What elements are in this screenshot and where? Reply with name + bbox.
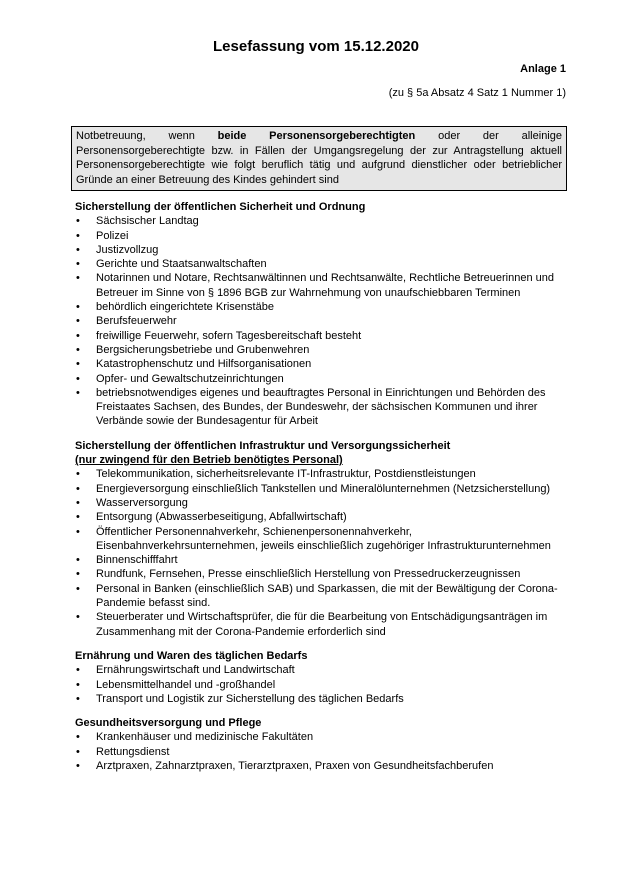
bullet-list — [75, 663, 570, 706]
document-title: Lesefassung vom 15.12.2020 — [213, 38, 419, 55]
bullet-list — [75, 214, 570, 428]
list-item: • Krankenhäuser und medizinische Fakultäten — [75, 730, 570, 744]
list-item: • Gerichte und Staatsanwaltschaften — [75, 257, 570, 271]
sections-container — [75, 200, 570, 783]
legal-reference: (zu § 5a Absatz 4 Satz 1 Nummer 1) — [388, 87, 566, 99]
bullet-list — [75, 467, 570, 639]
list-item: • Entsorgung (Abwasserbeseitigung, Abfallwirtschaft) — [75, 510, 570, 524]
list-item: • Lebensmittelhandel und -großhandel — [75, 678, 570, 692]
notice-text-bold: beide Personensorgeberechtigten — [217, 130, 416, 142]
section-title: Gesundheitsversorgung und Pflege — [75, 717, 262, 730]
list-item: • Öffentlicher Personennahverkehr, Schienenpersonennahverkehr, Eisenbahnverkehrsunternehmen, jeweils einschließlich zugehöriger Infrastrukturunternehmen — [75, 525, 570, 554]
list-item: • Berufsfeuerwehr — [75, 314, 570, 328]
notice-text-start: Notbetreuung, wenn — [76, 130, 218, 142]
list-item: • Polizei — [75, 229, 570, 243]
list-item: • Rundfunk, Fernsehen, Presse einschließlich Herstellung von Pressedruckerzeugnissen — [75, 567, 570, 581]
list-item: • Transport und Logistik zur Sicherstellung des täglichen Bedarfs — [75, 692, 570, 706]
list-item: • Justizvollzug — [75, 243, 570, 257]
list-item: • Personal in Banken (einschließlich SAB) und Sparkassen, die mit der Bewältigung der Corona-Pandemie befasst sind. — [75, 582, 570, 611]
annex-label: Anlage 1 — [520, 63, 566, 75]
list-item: • Arztpraxen, Zahnarztpraxen, Tierarztpraxen, Praxen von Gesundheitsfachberufen — [75, 759, 570, 773]
list-item: • Rettungsdienst — [75, 745, 570, 759]
list-item: • Telekommunikation, sicherheitsrelevante IT-Infrastruktur, Postdienstleistungen — [75, 467, 570, 481]
section-subtitle: (nur zwingend für den Betrieb benötigtes Personal) — [75, 454, 343, 467]
notice-box — [71, 126, 567, 191]
list-item: • behördlich eingerichtete Krisenstäbe — [75, 300, 570, 314]
list-item: • freiwillige Feuerwehr, sofern Tagesbereitschaft besteht — [75, 329, 570, 343]
list-item: • Binnenschifffahrt — [75, 553, 570, 567]
list-item: • Wasserversorgung — [75, 496, 570, 510]
section-title: Sicherstellung der öffentlichen Sicherheit und Ordnung — [75, 201, 366, 213]
list-item: • Notarinnen und Notare, Rechtsanwältinnen und Rechtsanwälte, Rechtliche Betreuerinnen und Betreuer im Sinne von § 1896 BGB zur Wahrnehmung von unaufschiebbaren Terminen — [75, 271, 570, 300]
list-item: • Bergsicherungsbetriebe und Grubenwehren — [75, 343, 570, 357]
list-item: • Energieversorgung einschließlich Tankstellen und Mineralölunternehmen (Netzsicherstellung) — [75, 482, 570, 496]
section-health-care — [75, 716, 570, 773]
list-item: • Opfer- und Gewaltschutzeinrichtungen — [75, 372, 570, 386]
list-item: • Sächsischer Landtag — [75, 214, 570, 228]
list-item: • Steuerberater und Wirtschaftsprüfer, die für die Bearbeitung von Entschädigungsanträgen im Zusammenhang mit der Corona-Pandemie erforderlich sind — [75, 610, 570, 639]
section-infrastructure — [75, 439, 570, 639]
list-item: • betriebsnotwendiges eigenes und beauftragtes Personal in Einrichtungen und Behörden des Freistaates Sachsen, des Bundes, der Bundeswehr, der sächsischen Kommunen und ihrer Verbände sowie der Bundesagentur für Arbeit — [75, 386, 570, 429]
section-title: Ernährung und Waren des täglichen Bedarfs — [75, 649, 308, 662]
list-item: • Katastrophenschutz und Hilfsorganisationen — [75, 357, 570, 371]
section-food-supply — [75, 649, 570, 706]
section-title: Sicherstellung der öffentlichen Infrastruktur und Versorgungssicherheit — [75, 439, 451, 452]
section-public-safety — [75, 200, 570, 429]
notice-text-end: oder der alleinige Personensorgeberechtigte bzw. in Fällen der Umgangsregelung der zur Antragstellung aktuell Personensorgeberechtigte wie folgt beruflich tätig und aufgrund dienstlicher oder betrieblicher Gründe an einer Betreuung des Kindes gehindert sind — [76, 130, 562, 186]
list-item: • Ernährungswirtschaft und Landwirtschaft — [75, 663, 570, 677]
bullet-list — [75, 730, 570, 773]
